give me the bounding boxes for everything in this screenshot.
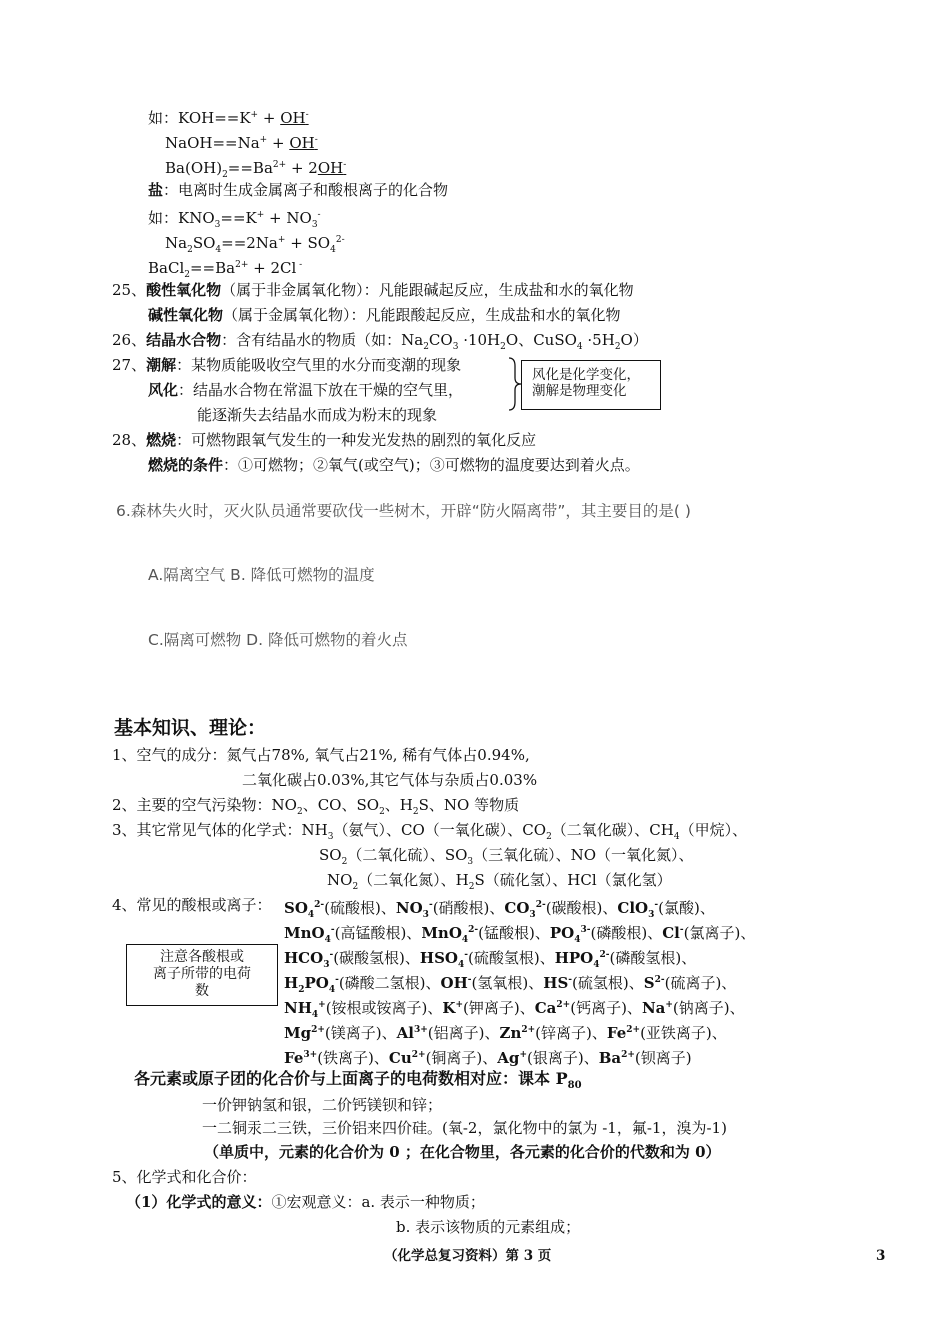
item-25 xyxy=(112,280,634,300)
formula-text: ==Ba xyxy=(189,259,236,277)
ion-entry xyxy=(549,924,663,945)
definition: 能逐渐失去结晶水而成为粉末的现象 xyxy=(197,406,438,424)
ion-entry xyxy=(554,949,697,970)
text: SO xyxy=(319,846,342,864)
ion-charge: 3- xyxy=(580,925,591,935)
valence-rule: （单质中，元素的化合价为 0 ；在化合物里，各元素的化合价的代数和为 0） xyxy=(204,1143,721,1161)
text: 3、其它常见气体的化学式：NH xyxy=(112,821,328,839)
item-27 xyxy=(112,355,461,375)
ion-formula: PO xyxy=(304,974,329,992)
ion-subscript: 4 xyxy=(593,960,600,970)
subscript: 2 xyxy=(341,857,348,867)
ion-charge: - xyxy=(568,975,573,985)
item-number: 25、 xyxy=(112,281,147,299)
ion-charge: - xyxy=(335,975,339,985)
item-5-1b: b. 表示该物质的元素组成； xyxy=(396,1218,581,1236)
salt-definition xyxy=(148,180,448,200)
ion-entry xyxy=(395,899,505,920)
formula-text: NaOH==Na xyxy=(165,134,260,152)
ion-formula: PO xyxy=(549,924,575,942)
definition: （属于金属氧化物）：凡能跟酸起反应，生成盐和水的氧化物 xyxy=(223,306,621,324)
note-box-charges xyxy=(126,944,278,1006)
formula-text: O） xyxy=(620,331,648,349)
term: 碱性氧化物 xyxy=(148,306,224,324)
note-box-weathering xyxy=(521,360,661,410)
text: NO xyxy=(327,871,353,889)
ion-formula: S xyxy=(643,974,655,992)
term: 酸性氧化物 xyxy=(146,281,222,299)
ion-subscript: 3 xyxy=(648,910,655,920)
ion-name: (钠离子)、 xyxy=(672,999,745,1017)
definition: （属于非金属氧化物）：凡能跟碱起反应，生成盐和水的氧化物 xyxy=(221,281,634,299)
formula-text: ·10H xyxy=(458,331,501,349)
charge: + xyxy=(277,235,286,245)
ion-name: (氢氧根)、 xyxy=(471,974,544,992)
ion-charge: - xyxy=(654,900,659,910)
ion-charge: - xyxy=(428,900,433,910)
item-1b: 二氧化碳占0.03%,其它气体与杂质占0.03% xyxy=(242,771,538,789)
item-4-label: 4、常见的酸根或离子： xyxy=(112,896,272,914)
item-28 xyxy=(112,430,536,450)
ion-name: (硫酸根)、 xyxy=(324,899,396,917)
subscript: 2 xyxy=(379,807,385,817)
formula-text: OH xyxy=(289,134,315,152)
item-1: 1、空气的成分：氮气占78%, 氧气占21%, 稀有气体占0.94%, xyxy=(112,746,530,764)
ion-name: (铝离子)、 xyxy=(427,1024,500,1042)
ion-charge: + xyxy=(519,1050,527,1060)
ion-formula: CO xyxy=(504,899,530,917)
ion-formula: Mg xyxy=(284,1024,312,1042)
definition: ：可燃物跟氧气发生的一种发光发热的剧烈的氧化反应 xyxy=(176,431,537,449)
ion-name: (磷酸根)、 xyxy=(590,924,663,942)
ion-subscript: 3 xyxy=(529,910,536,920)
question-stem: 6.森林失火时，灭火队员通常要砍伐一些树木，开辟“防火隔离带”，其主要目的是( ) xyxy=(116,502,691,520)
ion-charge: 2+ xyxy=(556,1000,571,1010)
charge: - xyxy=(305,110,309,120)
ion-name: (氯离子)、 xyxy=(683,924,756,942)
formula-text: BaCl xyxy=(148,259,185,277)
subscript: 2 xyxy=(468,882,475,892)
ion-entry xyxy=(644,974,737,992)
page-number: 3 xyxy=(876,1248,886,1264)
ion-name: (铁离子)、 xyxy=(317,1049,389,1067)
ion-entry xyxy=(504,899,618,920)
charge: - xyxy=(314,135,318,145)
subscript: 4 xyxy=(576,342,583,352)
ion-charge: 2+ xyxy=(626,1025,641,1035)
koh-equation xyxy=(148,105,309,128)
ion-entry xyxy=(617,899,715,920)
ion-charge: 2+ xyxy=(521,1025,536,1035)
formula-text: + NO xyxy=(264,209,312,227)
ion-entry xyxy=(397,1024,500,1042)
ion-charge: + xyxy=(665,1000,673,1010)
term: 燃烧的条件 xyxy=(148,456,224,474)
ion-entry xyxy=(662,924,755,942)
ion-name: (锌离子)、 xyxy=(535,1024,607,1042)
ion-entry xyxy=(442,999,534,1017)
ion-entry xyxy=(642,999,745,1017)
ion-subscript: 4 xyxy=(574,935,581,945)
ion-charge: 2- xyxy=(314,900,325,910)
formula-text: + xyxy=(258,109,281,127)
ion-entry xyxy=(389,1049,497,1067)
ion-formula: SO xyxy=(284,899,308,917)
item-number: 26、 xyxy=(112,331,147,349)
ion-subscript: 4 xyxy=(307,910,315,920)
item-5-1 xyxy=(126,1192,485,1212)
ion-name: (镁离子)、 xyxy=(324,1024,397,1042)
text: 、H xyxy=(384,796,413,814)
subscript: 2 xyxy=(614,342,621,352)
valence-rhyme-2: 一二铜汞二三铁，三价铝来四价硅。(氧-2，氯化物中的氯为 -1，氟-1，溴为-1) xyxy=(202,1119,727,1137)
text: （二氧化碳）、CH xyxy=(551,821,674,839)
subscript: 2 xyxy=(412,807,419,817)
ion-charge: - xyxy=(329,950,334,960)
formula-text: KOH==K xyxy=(178,109,251,127)
subscript: 4 xyxy=(673,832,680,842)
note-line: 注意各酸根或 xyxy=(160,949,244,965)
formula-text: ==2Na xyxy=(221,234,278,252)
example-label: 如： xyxy=(148,209,179,227)
formula-text: KNO xyxy=(178,209,215,227)
ion-formula: HPO xyxy=(554,949,594,967)
subscript: 80 xyxy=(567,1080,582,1092)
ion-charge: 2- xyxy=(654,975,665,985)
subscript: 4 xyxy=(330,245,336,255)
item-2 xyxy=(112,795,519,822)
text: （氨气）、CO（一氧化碳）、CO xyxy=(333,821,547,839)
ion-name: (亚铁离子)、 xyxy=(640,1024,727,1042)
ion-name: (硫离子)、 xyxy=(664,974,737,992)
ion-subscript: 4 xyxy=(458,960,465,970)
formula-text: Ba(OH) xyxy=(165,159,223,177)
ion-formula: Al xyxy=(396,1024,414,1042)
definition: ：电离时生成金属离子和酸根离子的化合物 xyxy=(163,181,449,199)
formula-text: ·5H xyxy=(582,331,615,349)
underlined-oh xyxy=(289,134,317,152)
ion-formula: Ca xyxy=(534,999,557,1017)
section-heading: 基本知识、理论： xyxy=(114,717,267,739)
charge: - xyxy=(317,210,321,220)
item-number: 28、 xyxy=(112,431,147,449)
subscript: 2 xyxy=(500,342,506,352)
ion-subscript: 4 xyxy=(311,1010,319,1020)
ion-entry xyxy=(607,1024,727,1042)
formula-text: OH xyxy=(317,159,344,177)
ion-subscript: 3 xyxy=(323,960,330,970)
text: 各元素或原子团的化合价与上面离子的电荷数相对应：课本 P xyxy=(134,1069,568,1088)
subscript: 3 xyxy=(214,220,221,230)
ion-name: (碳酸根)、 xyxy=(545,899,618,917)
ion-formula: OH xyxy=(440,974,468,992)
ion-formula: Na xyxy=(641,999,666,1017)
text: 2、主要的空气污染物：NO xyxy=(112,796,297,814)
ion-entry xyxy=(284,949,420,970)
ion-name: (银离子)、 xyxy=(526,1049,599,1067)
item-3 xyxy=(112,820,747,847)
subscript: 2 xyxy=(546,832,552,842)
subscript: 4 xyxy=(215,245,222,255)
ion-line xyxy=(284,1020,727,1043)
formula-text: O、CuSO xyxy=(505,331,577,349)
ion-formula: HCO xyxy=(284,949,324,967)
underlined-oh xyxy=(318,159,346,177)
item-27c xyxy=(197,405,437,425)
subscript: 2 xyxy=(187,245,193,255)
ion-name: (钾离子)、 xyxy=(463,999,535,1017)
ion-charge: 2- xyxy=(535,900,546,910)
definition: ：结晶水合物在常温下放在干燥的空气里， xyxy=(178,381,464,399)
text: （二氧化氮）、H xyxy=(358,871,469,889)
formula-text: + SO xyxy=(285,234,331,252)
ion-entry xyxy=(284,899,396,920)
charge: + xyxy=(256,210,265,220)
ion-charge: - xyxy=(679,925,684,935)
question-options-ab: A.隔离空气 B. 降低可燃物的温度 xyxy=(148,566,375,584)
subscript: 3 xyxy=(467,857,474,867)
ion-charge: 2+ xyxy=(311,1025,325,1035)
term: 结晶水合物 xyxy=(146,331,222,349)
ion-entry xyxy=(419,949,555,970)
page-footer: （化学总复习资料）第 3 页 xyxy=(384,1248,552,1264)
item-27b xyxy=(148,380,463,400)
term: 盐 xyxy=(148,181,164,199)
item-5: 5、化学式和化合价： xyxy=(112,1168,257,1186)
ion-formula: Ag xyxy=(497,1049,520,1067)
formula-text: + 2Cl xyxy=(248,259,297,277)
ion-subscript: 4 xyxy=(461,935,469,945)
ion-name: (硫酸氢根)、 xyxy=(468,949,555,967)
charge: + xyxy=(259,135,268,145)
ion-entry xyxy=(304,974,441,995)
ion-name: (锰酸根)、 xyxy=(478,924,550,942)
ion-formula: K xyxy=(442,999,456,1017)
ion-formula: NH xyxy=(284,999,312,1017)
ion-subscript: 4 xyxy=(324,935,331,945)
ion-entry xyxy=(421,924,550,945)
ion-name: (硝酸根)、 xyxy=(432,899,505,917)
ion-entry xyxy=(599,1049,692,1067)
ion-formula: Cl xyxy=(662,924,680,942)
ion-line xyxy=(284,1045,692,1068)
ion-entry xyxy=(441,974,544,992)
ion-name: (钙离子)、 xyxy=(570,999,642,1017)
subscript: 3 xyxy=(311,220,318,230)
item-28b xyxy=(148,455,640,475)
charge: 2+ xyxy=(272,160,287,170)
text: （三氧化硫）、NO（一氧化氮）、 xyxy=(473,846,694,864)
formula-text: CO xyxy=(428,331,453,349)
text: S（硫化氢）、HCl（氯化氢） xyxy=(474,871,672,889)
ion-formula: MnO xyxy=(421,924,462,942)
formula-text: OH xyxy=(280,109,306,127)
text: （甲烷）、 xyxy=(679,821,748,839)
ion-charge: 2- xyxy=(599,950,610,960)
ion-subscript: 2 xyxy=(298,985,305,995)
ion-name: (氯酸)、 xyxy=(658,899,715,917)
term: （1）化学式的意义： xyxy=(126,1193,272,1211)
ion-name: (铜离子)、 xyxy=(425,1049,498,1067)
ion-name: (磷酸二氢根)、 xyxy=(338,974,441,992)
ion-charge: + xyxy=(318,1000,326,1010)
subscript: 2 xyxy=(352,882,359,892)
formula-text: ==Ba xyxy=(227,159,273,177)
ion-formula: Cu xyxy=(388,1049,412,1067)
item-25b xyxy=(148,305,621,325)
example-label: 如： xyxy=(148,109,179,127)
charge: - xyxy=(296,260,303,270)
ion-formula: H xyxy=(284,974,299,992)
subscript: 2 xyxy=(184,270,190,280)
item-number: 27、 xyxy=(112,356,147,374)
ion-name: (硫氢根)、 xyxy=(572,974,644,992)
valence-heading xyxy=(134,1068,582,1097)
underlined-oh xyxy=(280,109,308,127)
formula-text: SO xyxy=(192,234,216,252)
charge: 2- xyxy=(335,235,345,245)
ion-formula: Zn xyxy=(499,1024,522,1042)
ion-charge: - xyxy=(464,950,469,960)
formula-text: ==K xyxy=(220,209,257,227)
ion-entry xyxy=(497,1049,598,1067)
ion-entry xyxy=(500,1024,607,1042)
charge: - xyxy=(343,160,347,170)
ion-entry xyxy=(284,1049,389,1067)
text: ①宏观意义：a. 表示一种物质； xyxy=(271,1193,485,1211)
ion-entry xyxy=(535,999,642,1017)
ion-entry xyxy=(543,974,643,992)
term: 燃烧 xyxy=(146,431,177,449)
definition: ：含有结晶水的物质（如：Na xyxy=(221,331,424,349)
ion-name: (碳酸氢根)、 xyxy=(333,949,420,967)
subscript: 3 xyxy=(452,342,459,352)
ion-entry xyxy=(284,1024,397,1042)
ion-charge: 3+ xyxy=(413,1025,428,1035)
subscript: 2 xyxy=(222,170,228,180)
ion-name: (高锰酸根)、 xyxy=(334,924,422,942)
term: 潮解 xyxy=(146,356,177,374)
ion-formula: HSO xyxy=(419,949,458,967)
ion-formula: NO xyxy=(395,899,423,917)
text: （二氧化硫）、SO xyxy=(347,846,468,864)
definition: ：①可燃物；②氧气(或空气)；③可燃物的温度要达到着火点。 xyxy=(223,456,640,474)
text: 、CO、SO xyxy=(302,796,380,814)
note-line: 离子所带的电荷 xyxy=(153,966,251,982)
subscript: 2 xyxy=(296,807,303,817)
ion-charge: 2- xyxy=(468,925,479,935)
ion-name: (铵根或铵离子)、 xyxy=(325,999,443,1017)
charge: + xyxy=(250,110,259,120)
ion-name: (钡离子) xyxy=(634,1049,692,1067)
note-line: 数 xyxy=(195,983,209,999)
ion-subscript: 3 xyxy=(422,910,429,920)
note-line: 潮解是物理变化 xyxy=(532,383,627,399)
ion-name: (磷酸氢根)、 xyxy=(609,949,697,967)
ion-entry xyxy=(284,974,305,995)
item-26 xyxy=(112,330,648,357)
ion-formula: HS xyxy=(543,974,569,992)
formula-text: + xyxy=(267,134,290,152)
ion-charge: - xyxy=(330,925,335,935)
ion-formula: Fe xyxy=(284,1049,304,1067)
ion-subscript: 4 xyxy=(328,985,336,995)
term: 风化 xyxy=(148,381,179,399)
ion-charge: 3+ xyxy=(303,1050,318,1060)
question-options-cd: C.隔离可燃物 D. 降低可燃物的着火点 xyxy=(148,631,408,649)
subscript: 2 xyxy=(423,342,429,352)
ion-entry xyxy=(284,924,422,945)
subscript: 3 xyxy=(327,832,334,842)
ion-charge: 2+ xyxy=(411,1050,426,1060)
formula-text: Na xyxy=(165,234,188,252)
ion-charge: - xyxy=(467,975,472,985)
naoh-equation xyxy=(165,130,318,153)
valence-rhyme-1: 一价钾钠氢和银，二价钙镁钡和锌； xyxy=(202,1096,443,1114)
ion-entry xyxy=(284,999,443,1020)
ion-charge: 2+ xyxy=(621,1050,635,1060)
charge: 2+ xyxy=(235,260,249,270)
note-line: 风化是化学变化， xyxy=(532,367,640,383)
item-3c xyxy=(327,870,672,897)
ion-charge: + xyxy=(455,1000,464,1010)
ion-formula: MnO xyxy=(284,924,325,942)
definition: ：某物质能吸收空气里的水分而变潮的现象 xyxy=(176,356,462,374)
ion-formula: Fe xyxy=(606,1024,627,1042)
formula-text: + 2 xyxy=(286,159,318,177)
item-3b xyxy=(319,845,694,872)
ion-formula: Ba xyxy=(598,1049,622,1067)
ion-formula: ClO xyxy=(617,899,649,917)
text: S、NO 等物质 xyxy=(418,796,520,814)
